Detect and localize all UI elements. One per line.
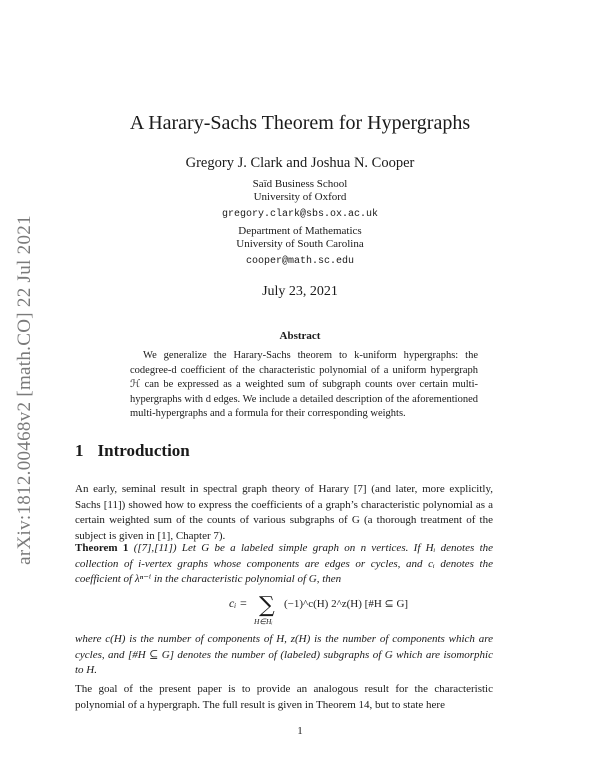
authors: Gregory J. Clark and Joshua N. Cooper [185, 155, 415, 171]
formula-lhs: cᵢ = [229, 596, 248, 610]
theorem-label: Theorem 1 [75, 542, 129, 554]
intro-paragraph: An early, seminal result in spectral graph theory of Harary [7] (and later, more explicitly, Sachs [11]) showed how to express the coefficients of a graph’s characteristic polynomial as a certain weighted sum of the counts of various subgraphs of G (a thorough treatment of the subject is given in [1], Chapter 7). [75, 483, 493, 542]
theorem-statement: Let G be a labeled simple graph on n vertices. If Hᵢ denotes the collection of i-vertex graphs whose components are edges or cycles, and cᵢ denotes the coefficient of λⁿ⁻ⁱ in the characteristic polynomial of G, then [75, 542, 494, 586]
theorem-after: where c(H) is the number of components of H, z(H) is the number of components which are cycles, and [#H ⊆ G] denotes the number of (labeled) subgraphs of G which are isomorphic to H. [75, 633, 493, 677]
author1-email[interactable]: gregory.clark@sbs.ox.ac.uk [221, 209, 379, 220]
affiliation2-department: Department of Mathematics [238, 225, 362, 237]
formula-subscript: H∈Hᵢ [254, 617, 273, 626]
section-title: Introduction [97, 441, 190, 460]
formula-svg [0, 591, 600, 627]
formula-body: (−1)^c(H) 2^z(H) [#H ⊆ G] [284, 598, 409, 610]
section-number: 1 [75, 441, 84, 460]
publication-date: July 23, 2021 [262, 284, 338, 299]
display-formula [0, 591, 600, 627]
theorem-citation: ([7],[11]) [133, 542, 177, 554]
paper-title: A Harary-Sachs Theorem for Hypergraphs [129, 112, 471, 134]
abstract-heading: Abstract [279, 330, 321, 342]
section-heading [75, 441, 190, 461]
abstract-text: We generalize the Harary-Sachs theorem to k-uniform hypergraphs: the codegree-d coefficient of the characteristic polynomial of a uniform hypergraph ℋ can be expressed as a weighted sum of subgraph counts over certain multi-hypergraphs with d edges. We include a detailed description of the aforementioned multi-hypergraphs and a formula for their corresponding weights. [130, 350, 478, 420]
author2-email[interactable]: cooper@math.sc.edu [245, 256, 355, 267]
page-number: 1 [297, 725, 303, 737]
arxiv-identifier [8, 190, 42, 590]
theorem-1 [75, 541, 493, 588]
closing-paragraph: The goal of the present paper is to provide an analogous result for the characteristic polynomial of a hypergraph. The full result is given in Theorem 14, but to state here [75, 683, 493, 711]
arxiv-id-text: arXiv:1812.00468v2 [math.CO] 22 Jul 2021 [14, 215, 35, 565]
affiliation2-university: University of South Carolina [236, 238, 364, 250]
affiliation1-institution: Saïd Business School [252, 178, 348, 190]
affiliation1-university: University of Oxford [253, 191, 347, 203]
summation-sign: ∑ [259, 593, 275, 618]
